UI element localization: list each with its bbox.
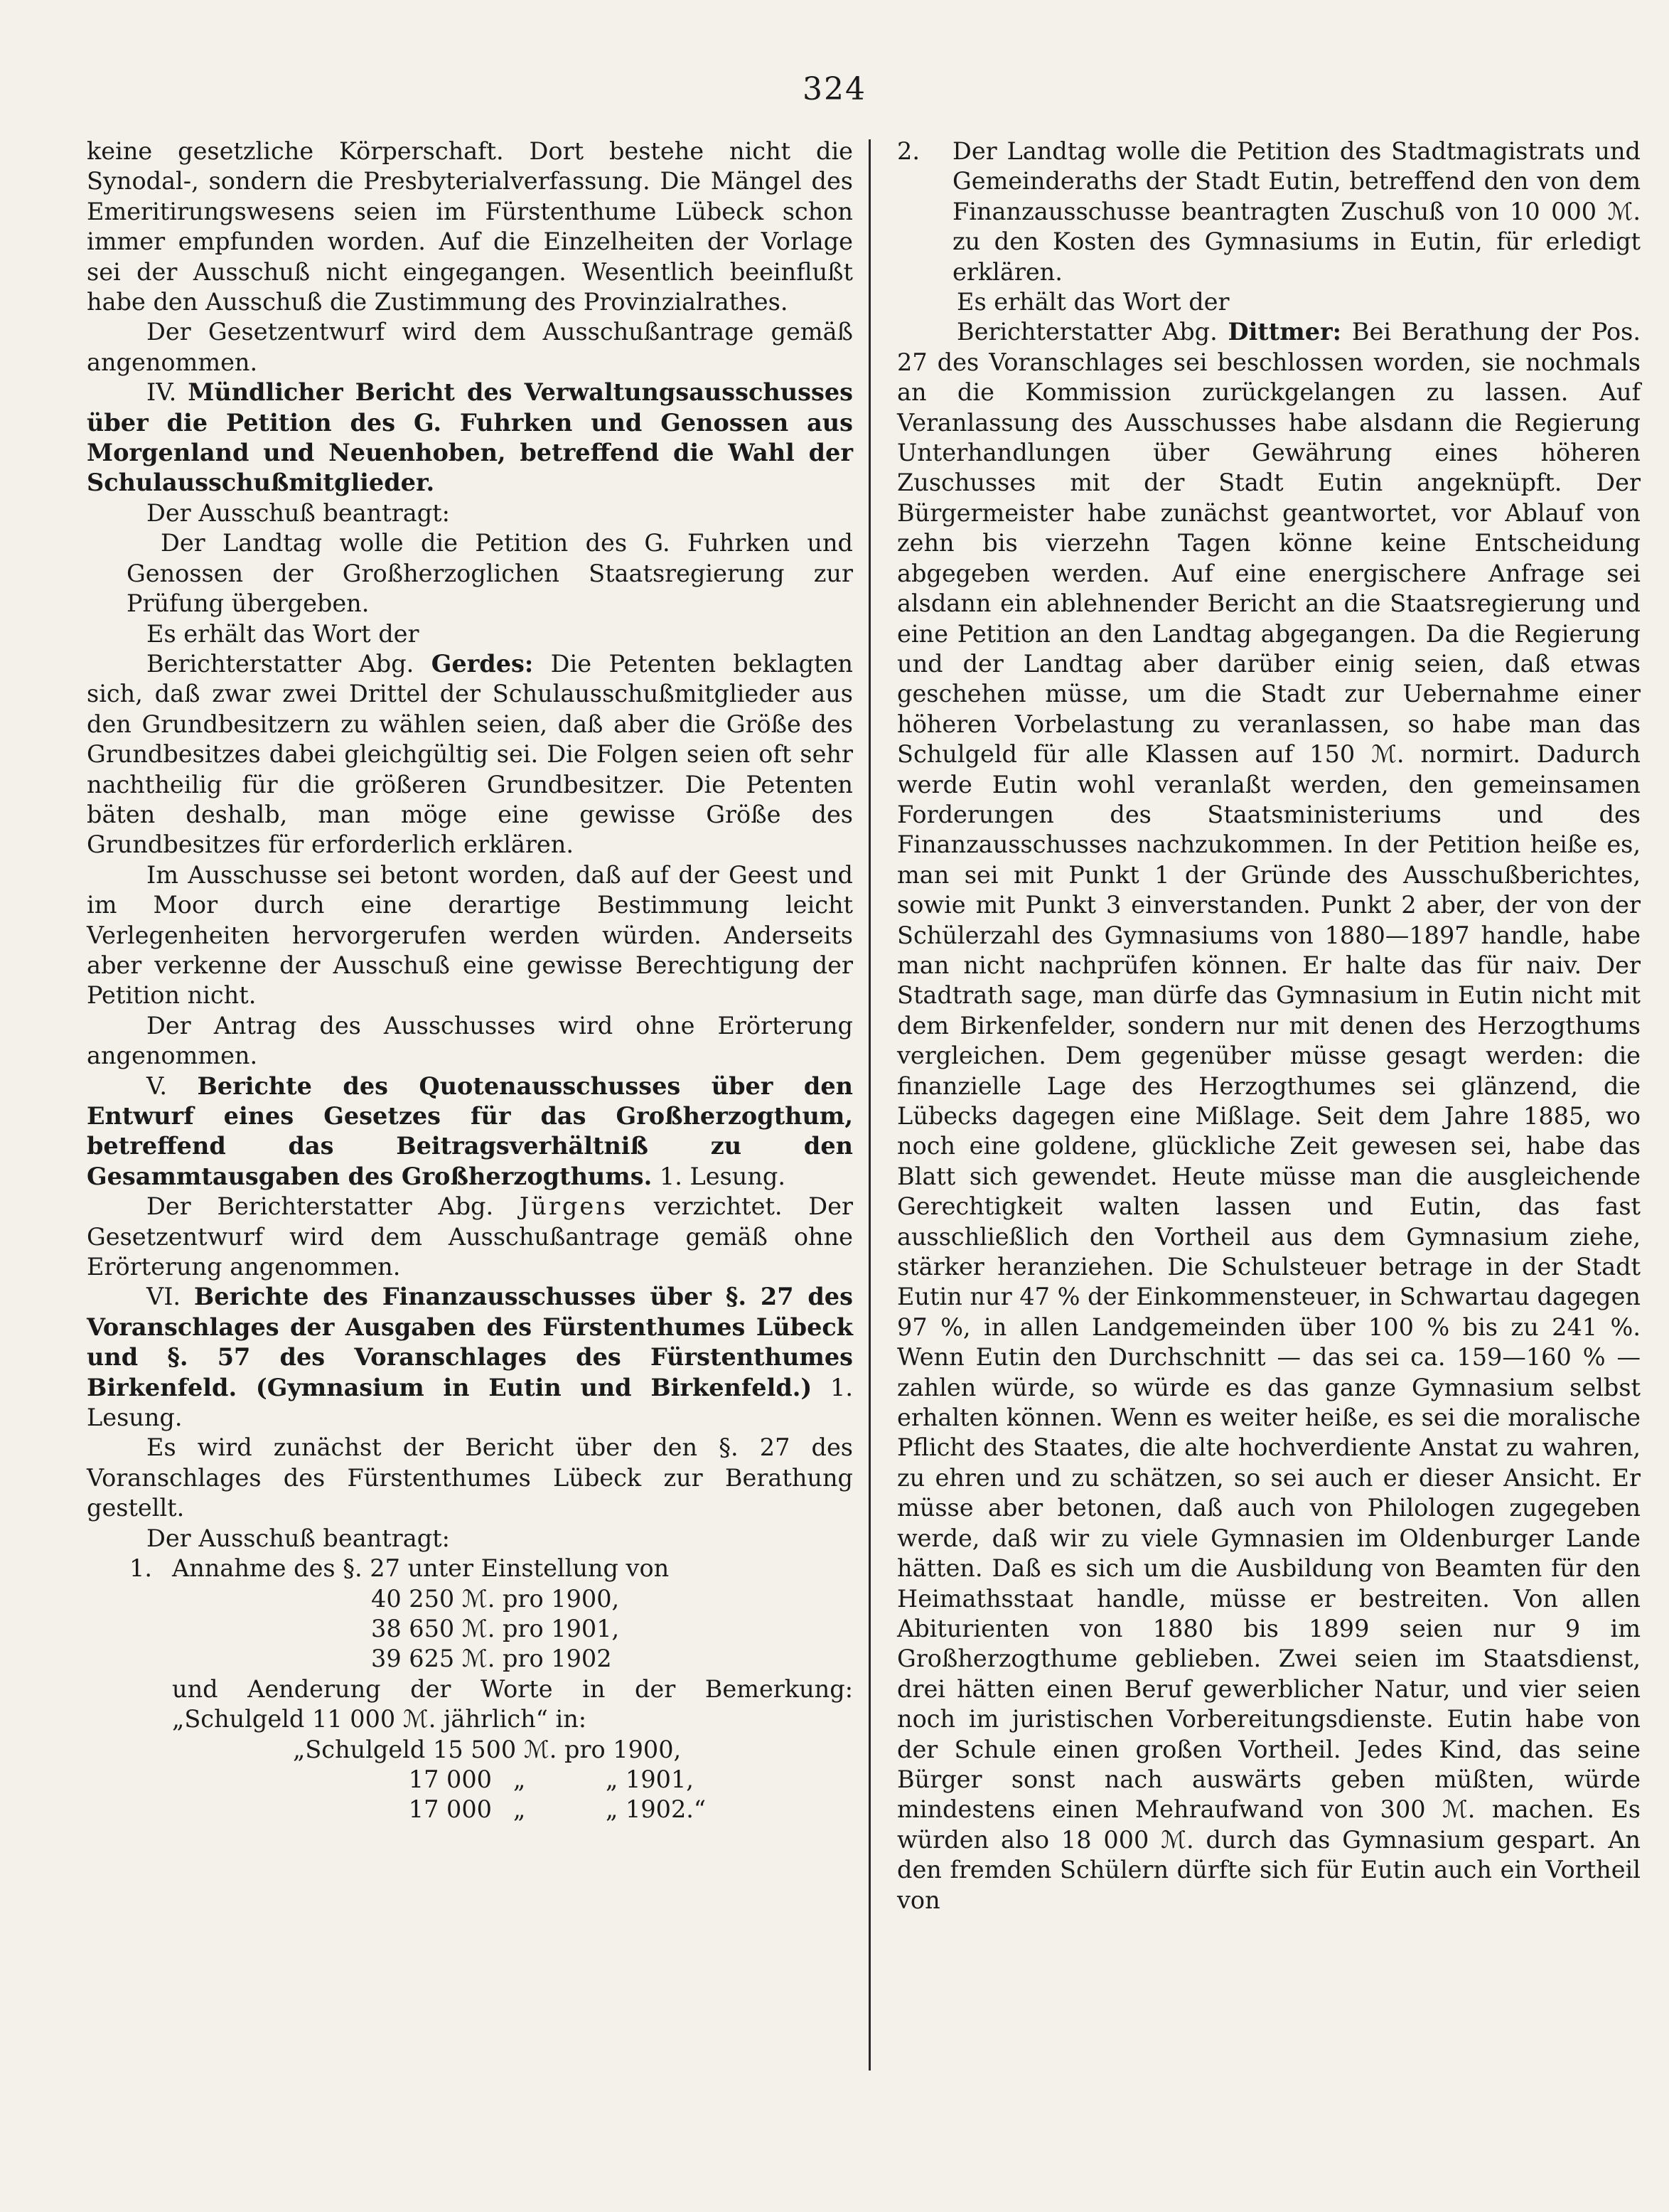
item-number: 2. <box>897 137 920 165</box>
speaker-prefix: Berichterstatter Abg. <box>146 649 414 678</box>
school-fee-list <box>87 1735 853 1825</box>
speaker-paragraph <box>87 1192 853 1282</box>
section-title: Berichte des Quotenausschusses über den Entwurf eines Gesetzes für das Großherzogthum, betreffend das Beitragsverhältniß zu den Gesammtausgaben des Großherzogthums. <box>87 1072 853 1190</box>
amount-list <box>87 1584 853 1674</box>
amount-line: 38 650 ℳ. pro 1901, <box>371 1614 620 1642</box>
section-number: V. <box>146 1072 167 1100</box>
motion-item-2 <box>897 137 1641 287</box>
speech-text: verzichtet. Der Gesetzentwurf wird dem Ausschußantrage gemäß ohne Erörterung angenommen. <box>87 1192 853 1281</box>
section-suffix: 1. Lesung. <box>87 1373 853 1432</box>
section-number: IV. <box>146 378 177 407</box>
fee-line: „Schulgeld 15 500 ℳ. pro 1900, <box>293 1735 682 1763</box>
section-suffix: 1. Lesung. <box>659 1162 786 1190</box>
fee-year: „ 1901, <box>606 1765 694 1793</box>
paragraph: Es wird zunächst der Bericht über den §. 27 des Voranschlages des Fürstenthumes Lübeck zur Berathung gestellt. <box>87 1433 853 1522</box>
fee-amount: 17 000 <box>408 1795 492 1824</box>
paragraph: Es erhält das Wort der <box>146 619 419 648</box>
amount-line: 40 250 ℳ. pro 1900, <box>371 1584 620 1613</box>
paragraph: Der Antrag des Ausschusses wird ohne Erörterung angenommen. <box>87 1011 853 1070</box>
motion-item-1 <box>87 1554 853 1583</box>
amount-line: 39 625 ℳ. pro 1902 <box>371 1645 612 1673</box>
fee-year: „ 1902.“ <box>606 1795 707 1824</box>
ditto-mark: „ <box>513 1795 526 1824</box>
speech-text: Bei Berathung der Pos. 27 des Voranschlages sei beschlossen worden, sie nochmals an die Kommission zurückgelangen zu lassen. Auf Veranlassung des Ausschusses habe alsdann die Regierung Unterhandlungen über Gewährung eines höheren Zuschusses mit der Stadt Eutin angeknüpft. Der Bürgermeister habe zunächst geantwortet, vor Ablauf von zehn bis vierzehn Tagen könne keine Entscheidung abgegeben werden. Auf eine energischere Anfrage sei alsdann ein ablehnender Bericht an die Staatsregierung und eine Petition an den Landtag abgegangen. Da die Regierung und der Landtag aber darüber einig seien, daß etwas geschehen müsse, um die Stadt zur Uebernahme einer höheren Vorbelastung zu veranlassen, so habe man das Schulgeld für alle Klassen auf 150 ℳ. normirt. Dadurch werde Eutin wohl veranlaßt werden, den gemeinsamen Forderungen des Staatsministeriums und des Finanzausschusses nachzukommen. In der Petition heiße es, man sei mit Punkt 1 der Gründe des Ausschußberichtes, sowie mit Punkt 3 einverstanden. Punkt 2 aber, der von der Schülerzahl des Gymnasiums von 1880—1897 handle, habe man nicht nachprüfen können. Er halte das für naiv. Der Stadtrath sage, man dürfe das Gymnasium in Eutin nicht mit dem Birkenfelder, sondern nur mit denen des Herzogthums vergleichen. Dem gegenüber müsse gesagt werden: die finanzielle Lage des Herzogthumes sei glänzend, die Lübecks dagegen eine Mißlage. Seit dem Jahre 1885, wo noch eine goldene, glückliche Zeit gewesen sei, habe das Blatt sich gewendet. Heute müsse man die ausgleichende Gerechtigkeit walten lassen und Eutin, das fast ausschließlich den Vortheil aus dem Gymnasium ziehe, stärker heranziehen. Die Schulsteuer betrage in der Stadt Eutin nur 47 % der Einkommensteuer, in Schwartau dagegen 97 %, in allen Landgemeinden über 100 % bis zu 241 %. Wenn Eutin den Durchschnitt — das sei ca. 159—160 % — zahlen würde, so würde es das ganze Gymnasium selbst erhalten können. Wenn es weiter heiße, es sei die moralische Pflicht des Staates, die alte hochverdiente Anstat zu wahren, zu ehren und zu schätzen, so sei auch er dieser Ansicht. Er müsse aber betonen, daß auch von Philologen zugegeben werde, daß wir zu viele Gymnasien im Oldenburger Lande hätten. Daß es sich um die Ausbildung von Beamten für den Heimathsstaat handle, müsse er bestreiten. Von allen Abiturienten von 1880 bis 1899 seien nur 9 im Großherzogthume geblieben. Zwei seien im Staatsdienst, drei hätten einen Beruf gewerblicher Natur, und vier seien noch im juristischen Vorbereitungsdienste. Eutin habe von der Schule einen großen Vortheil. Jedes Kind, das seine Bürger sonst nach auswärts geben müßten, würde mindestens einen Mehraufwand von 300 ℳ. machen. Es würden also 18 000 ℳ. durch das Gymnasium gespart. An den fremden Schülern dürfte sich für Eutin auch ein Vortheil von <box>897 318 1641 1914</box>
paragraph: Es erhält das Wort der <box>957 288 1230 316</box>
paragraph: keine gesetzliche Körperschaft. Dort bestehe nicht die Synodal-, sondern die Presbyterialverfassung. Die Mängel des Emeritirungswesens seien im Fürstenthume Lübeck schon immer empfunden worden. Auf die Einzelheiten der Vorlage sei der Ausschuß nicht eingegangen. Wesentlich beeinflußt habe den Ausschuß die Zustimmung des Provinzialrathes. <box>87 137 853 316</box>
speaker-paragraph <box>87 649 853 860</box>
speaker-prefix: Berichterstatter Abg. <box>957 318 1218 346</box>
motion-text: Der Landtag wolle die Petition des G. Fuhrken und Genossen der Großherzoglichen Staatsregierung zur Prüfung übergeben. <box>127 529 853 618</box>
section-title: Mündlicher Bericht des Verwaltungsausschusses über die Petition des G. Fuhrken und Genossen aus Morgenland und Neuenhoben, betreffend die Wahl der Schulausschußmitglieder. <box>87 378 853 497</box>
column-divider <box>869 139 871 2071</box>
speaker-name: Jürgens <box>519 1192 628 1221</box>
ditto-mark: „ <box>513 1765 526 1793</box>
right-column <box>897 137 1641 1916</box>
fee-amount: 17 000 <box>408 1765 492 1793</box>
paragraph: Der Ausschuß beantragt: <box>146 1524 450 1552</box>
section-heading-iv <box>87 378 853 498</box>
item-number: 1. <box>129 1554 152 1583</box>
speaker-prefix: Der Berichterstatter Abg. <box>146 1192 494 1221</box>
speech-text: Die Petenten beklagten sich, daß zwar zwei Drittel der Schulausschußmitglieder aus den Grundbesitzern zu wählen seien, daß aber die Größe des Grundbesitzes dabei gleichgültig sei. Die Folgen seien oft sehr nachtheilig für die größeren Grundbesitzer. Die Petenten bäten deshalb, man möge eine gewisse Größe des Grundbesitzes für erforderlich erklären. <box>87 649 853 859</box>
paragraph: und Aenderung der Worte in der Bemerkung: „Schulgeld 11 000 ℳ. jährlich“ in: <box>172 1674 853 1733</box>
left-column <box>87 137 853 1825</box>
page-number: 324 <box>803 71 866 107</box>
paragraph: Der Gesetzentwurf wird dem Ausschußantrage gemäß angenommen. <box>87 318 853 376</box>
paragraph: Der Ausschuß beantragt: <box>146 498 450 527</box>
section-heading-v <box>87 1072 853 1192</box>
item-text: Der Landtag wolle die Petition des Stadtmagistrats und Gemeinderaths der Stadt Eutin, betreffend den von dem Finanzausschusse beantragten Zuschuß von 10 000 ℳ. zu den Kosten des Gymnasiums in Eutin, für erledigt erklären. <box>952 137 1641 286</box>
speaker-paragraph <box>897 317 1641 1916</box>
speaker-name: Dittmer: <box>1228 318 1342 346</box>
section-heading-vi <box>87 1282 853 1433</box>
section-number: VI. <box>146 1283 181 1311</box>
item-text: Annahme des §. 27 unter Einstellung von <box>172 1554 670 1583</box>
section-title: Berichte des Finanzausschusses über §. 27 des Voranschlages der Ausgaben des Fürstenthumes Lübeck und §. 57 des Voranschlages des Fürstenthumes Birkenfeld. (Gymnasium in Eutin und Birkenfeld.) <box>87 1283 853 1401</box>
fee-line <box>300 1765 853 1795</box>
fee-line <box>300 1795 853 1824</box>
paragraph: Im Ausschusse sei betont worden, daß auf der Geest und im Moor durch eine derartige Bestimmung leicht Verlegenheiten hervorgerufen werden würden. Anderseits aber verkenne der Ausschuß eine gewisse Berechtigung der Petition nicht. <box>87 860 853 1010</box>
speaker-name: Gerdes: <box>431 649 534 678</box>
